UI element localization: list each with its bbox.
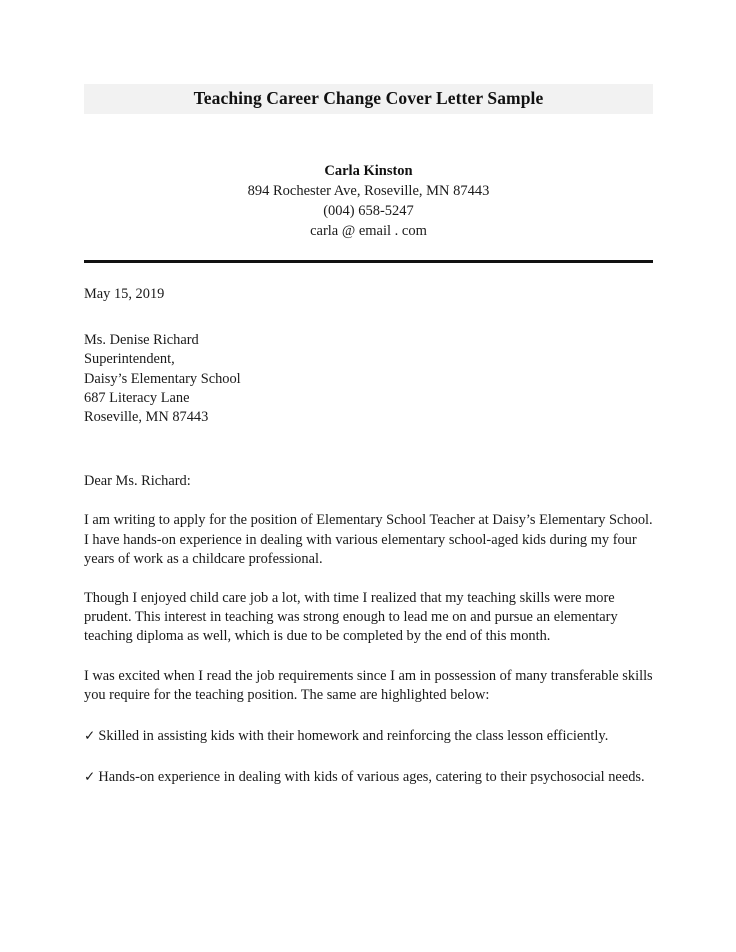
list-item-text: Hands-on experience in dealing with kids of various ages, catering to their psychosocial needs. bbox=[98, 769, 645, 786]
letter-paragraph-2: Though I enjoyed child care job a lot, with time I realized that my teaching skills were more prudent. This interest in teaching was strong enough to lead me on and pursue an elementary teaching diploma as well, which is due to be completed by the end of this month. bbox=[84, 590, 618, 645]
checkmark-icon: ✓ bbox=[84, 728, 96, 745]
list-item bbox=[84, 727, 653, 746]
letter-date: May 15, 2019 bbox=[84, 286, 165, 302]
list-item-text: Skilled in assisting kids with their homework and reinforcing the class lesson efficiently. bbox=[98, 728, 609, 745]
recipient-title: Superintendent, bbox=[84, 351, 175, 368]
recipient-name: Ms. Denise Richard bbox=[84, 332, 199, 349]
page-title: Teaching Career Change Cover Letter Sample bbox=[193, 88, 544, 109]
document-title-band bbox=[84, 84, 653, 114]
recipient-street: 687 Literacy Lane bbox=[84, 389, 190, 406]
letter-paragraph-3: I was excited when I read the job requirements since I am in possession of many transferable skills you require for the teaching position. The same are highlighted below: bbox=[84, 667, 653, 703]
sender-name: Carla Kinston bbox=[324, 163, 413, 179]
letter-salutation: Dear Ms. Richard: bbox=[84, 473, 191, 490]
recipient-city-state-zip: Roseville, MN 87443 bbox=[84, 409, 209, 426]
letter-body bbox=[84, 285, 653, 787]
list-item bbox=[84, 768, 653, 787]
recipient-address-block bbox=[84, 331, 653, 427]
sender-email: carla @ email . com bbox=[310, 223, 427, 239]
checkmark-icon: ✓ bbox=[84, 769, 96, 786]
letter-paragraph-1: I am writing to apply for the position of Elementary School Teacher at Daisy’s Elementary School. I have hands-on experience in dealing with various elementary school-aged kids during my four years of work as a childcare professional. bbox=[84, 512, 653, 567]
recipient-organization: Daisy’s Elementary School bbox=[84, 370, 241, 387]
sender-phone: (004) 658-5247 bbox=[323, 203, 414, 219]
sender-address: 894 Rochester Ave, Roseville, MN 87443 bbox=[247, 183, 490, 199]
sender-contact-block bbox=[84, 161, 653, 241]
letter-sheet bbox=[84, 0, 653, 802]
header-divider-rule bbox=[84, 260, 653, 263]
